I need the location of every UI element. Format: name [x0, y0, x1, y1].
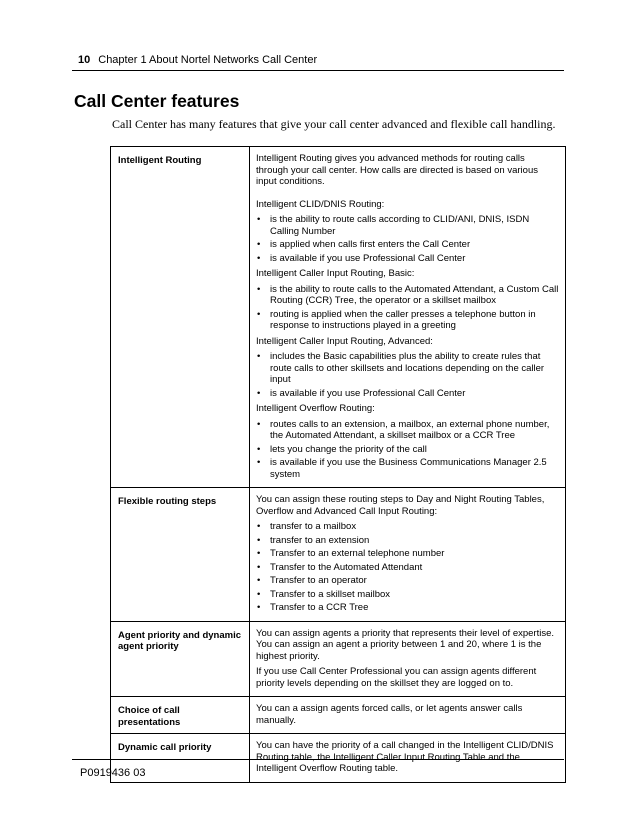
- list-item-text: is the ability to route calls to the Automated Attendant, a Custom Call Routing (CCR) Tree, the operator or a skillset mailbox: [270, 283, 559, 306]
- list-item-text: is available if you use Professional Call Center: [270, 387, 466, 399]
- feature-name: Choice of call presentations: [118, 705, 181, 728]
- description-paragraph: Intelligent Caller Input Routing, Basic:: [256, 268, 415, 279]
- list-item-text: Transfer to an operator: [270, 575, 367, 586]
- description-paragraph: If you use Call Center Professional you can assign agents different priority levels depending on the skillset they are logged on to.: [256, 666, 537, 689]
- description-paragraph: Intelligent Routing gives you advanced methods for routing calls through your call center. How calls are directed is based on various input conditions.: [256, 153, 538, 187]
- list-item: [256, 351, 559, 386]
- description-paragraph: Intelligent Overflow Routing:: [256, 403, 375, 414]
- feature-name: Dynamic call priority: [118, 742, 212, 753]
- feature-description-cell: [250, 621, 566, 697]
- description-paragraph: You can a assign agents forced calls, or let agents answer calls manually.: [256, 703, 523, 726]
- list-item: [256, 602, 559, 614]
- bullet-icon: •: [257, 239, 261, 250]
- bullet-list: [256, 419, 559, 481]
- list-item-text: routes calls to an extension, a mailbox, an external phone number, the Automated Attendant, a skillset mailbox or a CCR Tree: [270, 418, 550, 441]
- bullet-icon: •: [257, 521, 261, 532]
- list-item-text: is available if you use Professional Call Center: [270, 252, 466, 264]
- feature-description-cell: [250, 488, 566, 622]
- list-item-text: includes the Basic capabilities plus the ability to create rules that route calls to other skillsets and locations depending on the caller input: [270, 351, 545, 385]
- bullet-icon: •: [257, 252, 261, 264]
- chapter-title: Chapter 1 About Nortel Networks Call Center: [98, 54, 318, 66]
- bullet-icon: •: [257, 534, 261, 546]
- list-item: [256, 535, 559, 547]
- bullet-icon: •: [257, 588, 261, 600]
- description-paragraph: You can have the priority of a call changed in the Intelligent CLID/DNIS Routing table, the Intelligent Caller Input Routing Table and the Intelligent Overflow Routing table.: [256, 740, 554, 774]
- list-item: [256, 562, 559, 574]
- bullet-icon: •: [257, 457, 261, 468]
- list-item: [256, 284, 559, 307]
- table-row: [111, 734, 566, 783]
- header-rule: [72, 70, 564, 71]
- list-item: [256, 214, 559, 237]
- bullet-icon: •: [257, 602, 261, 613]
- list-item: [256, 239, 559, 251]
- list-item-text: is applied when calls first enters the Call Center: [270, 239, 471, 250]
- table-row: [111, 147, 566, 488]
- list-item: [256, 444, 559, 456]
- list-item-text: Transfer to a skillset mailbox: [270, 588, 391, 600]
- bullet-list: [256, 214, 559, 264]
- bullet-icon: •: [257, 548, 261, 559]
- feature-name: Intelligent Routing: [118, 155, 202, 166]
- section-title: Call Center features: [74, 91, 240, 111]
- list-item-text: routing is applied when the caller presses a telephone button in response to instructions played in a greeting: [270, 308, 536, 331]
- table-row: [111, 697, 566, 734]
- bullet-icon: •: [257, 214, 261, 225]
- features-table-body: [111, 147, 566, 783]
- intro-paragraph: Call Center has many features that give your call center advanced and flexible call handling.: [112, 117, 556, 131]
- bullet-icon: •: [257, 443, 261, 455]
- list-item-text: transfer to a mailbox: [270, 521, 357, 532]
- feature-name-cell: [111, 488, 250, 622]
- list-item: [256, 548, 559, 560]
- list-item-text: transfer to an extension: [270, 534, 370, 546]
- footer-rule: [72, 759, 564, 760]
- bullet-icon: •: [257, 561, 261, 573]
- list-item-text: lets you change the priority of the call: [270, 443, 427, 455]
- list-item: [256, 521, 559, 533]
- document-number: P0919436 03: [80, 767, 146, 779]
- list-item-text: Transfer to the Automated Attendant: [270, 561, 423, 573]
- feature-description-cell: [250, 697, 566, 734]
- table-row: [111, 488, 566, 622]
- bullet-list: [256, 284, 559, 332]
- list-item-text: Transfer to an external telephone number: [270, 548, 445, 559]
- bullet-icon: •: [257, 351, 261, 362]
- bullet-icon: •: [257, 283, 261, 295]
- list-item: [256, 388, 559, 400]
- feature-name-cell: [111, 147, 250, 488]
- feature-name-cell: [111, 697, 250, 734]
- list-item: [256, 589, 559, 601]
- page-number: 10: [78, 54, 91, 66]
- feature-name: Agent priority and dynamic agent priority: [118, 629, 241, 652]
- list-item: [256, 457, 559, 480]
- list-item-text: is available if you use the Business Communications Manager 2.5 system: [270, 457, 547, 480]
- bullet-icon: •: [257, 575, 261, 586]
- bullet-icon: •: [257, 418, 261, 430]
- description-paragraph: Intelligent Caller Input Routing, Advanced:: [256, 335, 433, 347]
- list-item: [256, 575, 559, 587]
- description-paragraph: You can assign these routing steps to Day and Night Routing Tables, Overflow and Advanced Call Input Routing:: [256, 494, 545, 517]
- bullet-list: [256, 351, 559, 399]
- bullet-icon: •: [257, 387, 261, 399]
- feature-name-cell: [111, 621, 250, 697]
- list-item: [256, 253, 559, 265]
- list-item-text: is the ability to route calls according to CLID/ANI, DNIS, ISDN Calling Number: [270, 214, 530, 237]
- bullet-list: [256, 521, 559, 614]
- bullet-icon: •: [257, 308, 261, 320]
- feature-description-cell: [250, 734, 566, 783]
- table-row: [111, 621, 566, 697]
- running-header: [78, 53, 564, 67]
- features-table: [110, 146, 566, 783]
- description-paragraph: You can assign agents a priority that represents their level of expertise. You can assign an agent a priority between 1 and 20, where 1 is the highest priority.: [256, 627, 555, 662]
- feature-name: Flexible routing steps: [118, 496, 217, 507]
- description-paragraph: Intelligent CLID/DNIS Routing:: [256, 198, 385, 210]
- feature-description-cell: [250, 147, 566, 488]
- list-item: [256, 419, 559, 442]
- list-item-text: Transfer to a CCR Tree: [270, 602, 369, 613]
- list-item: [256, 309, 559, 332]
